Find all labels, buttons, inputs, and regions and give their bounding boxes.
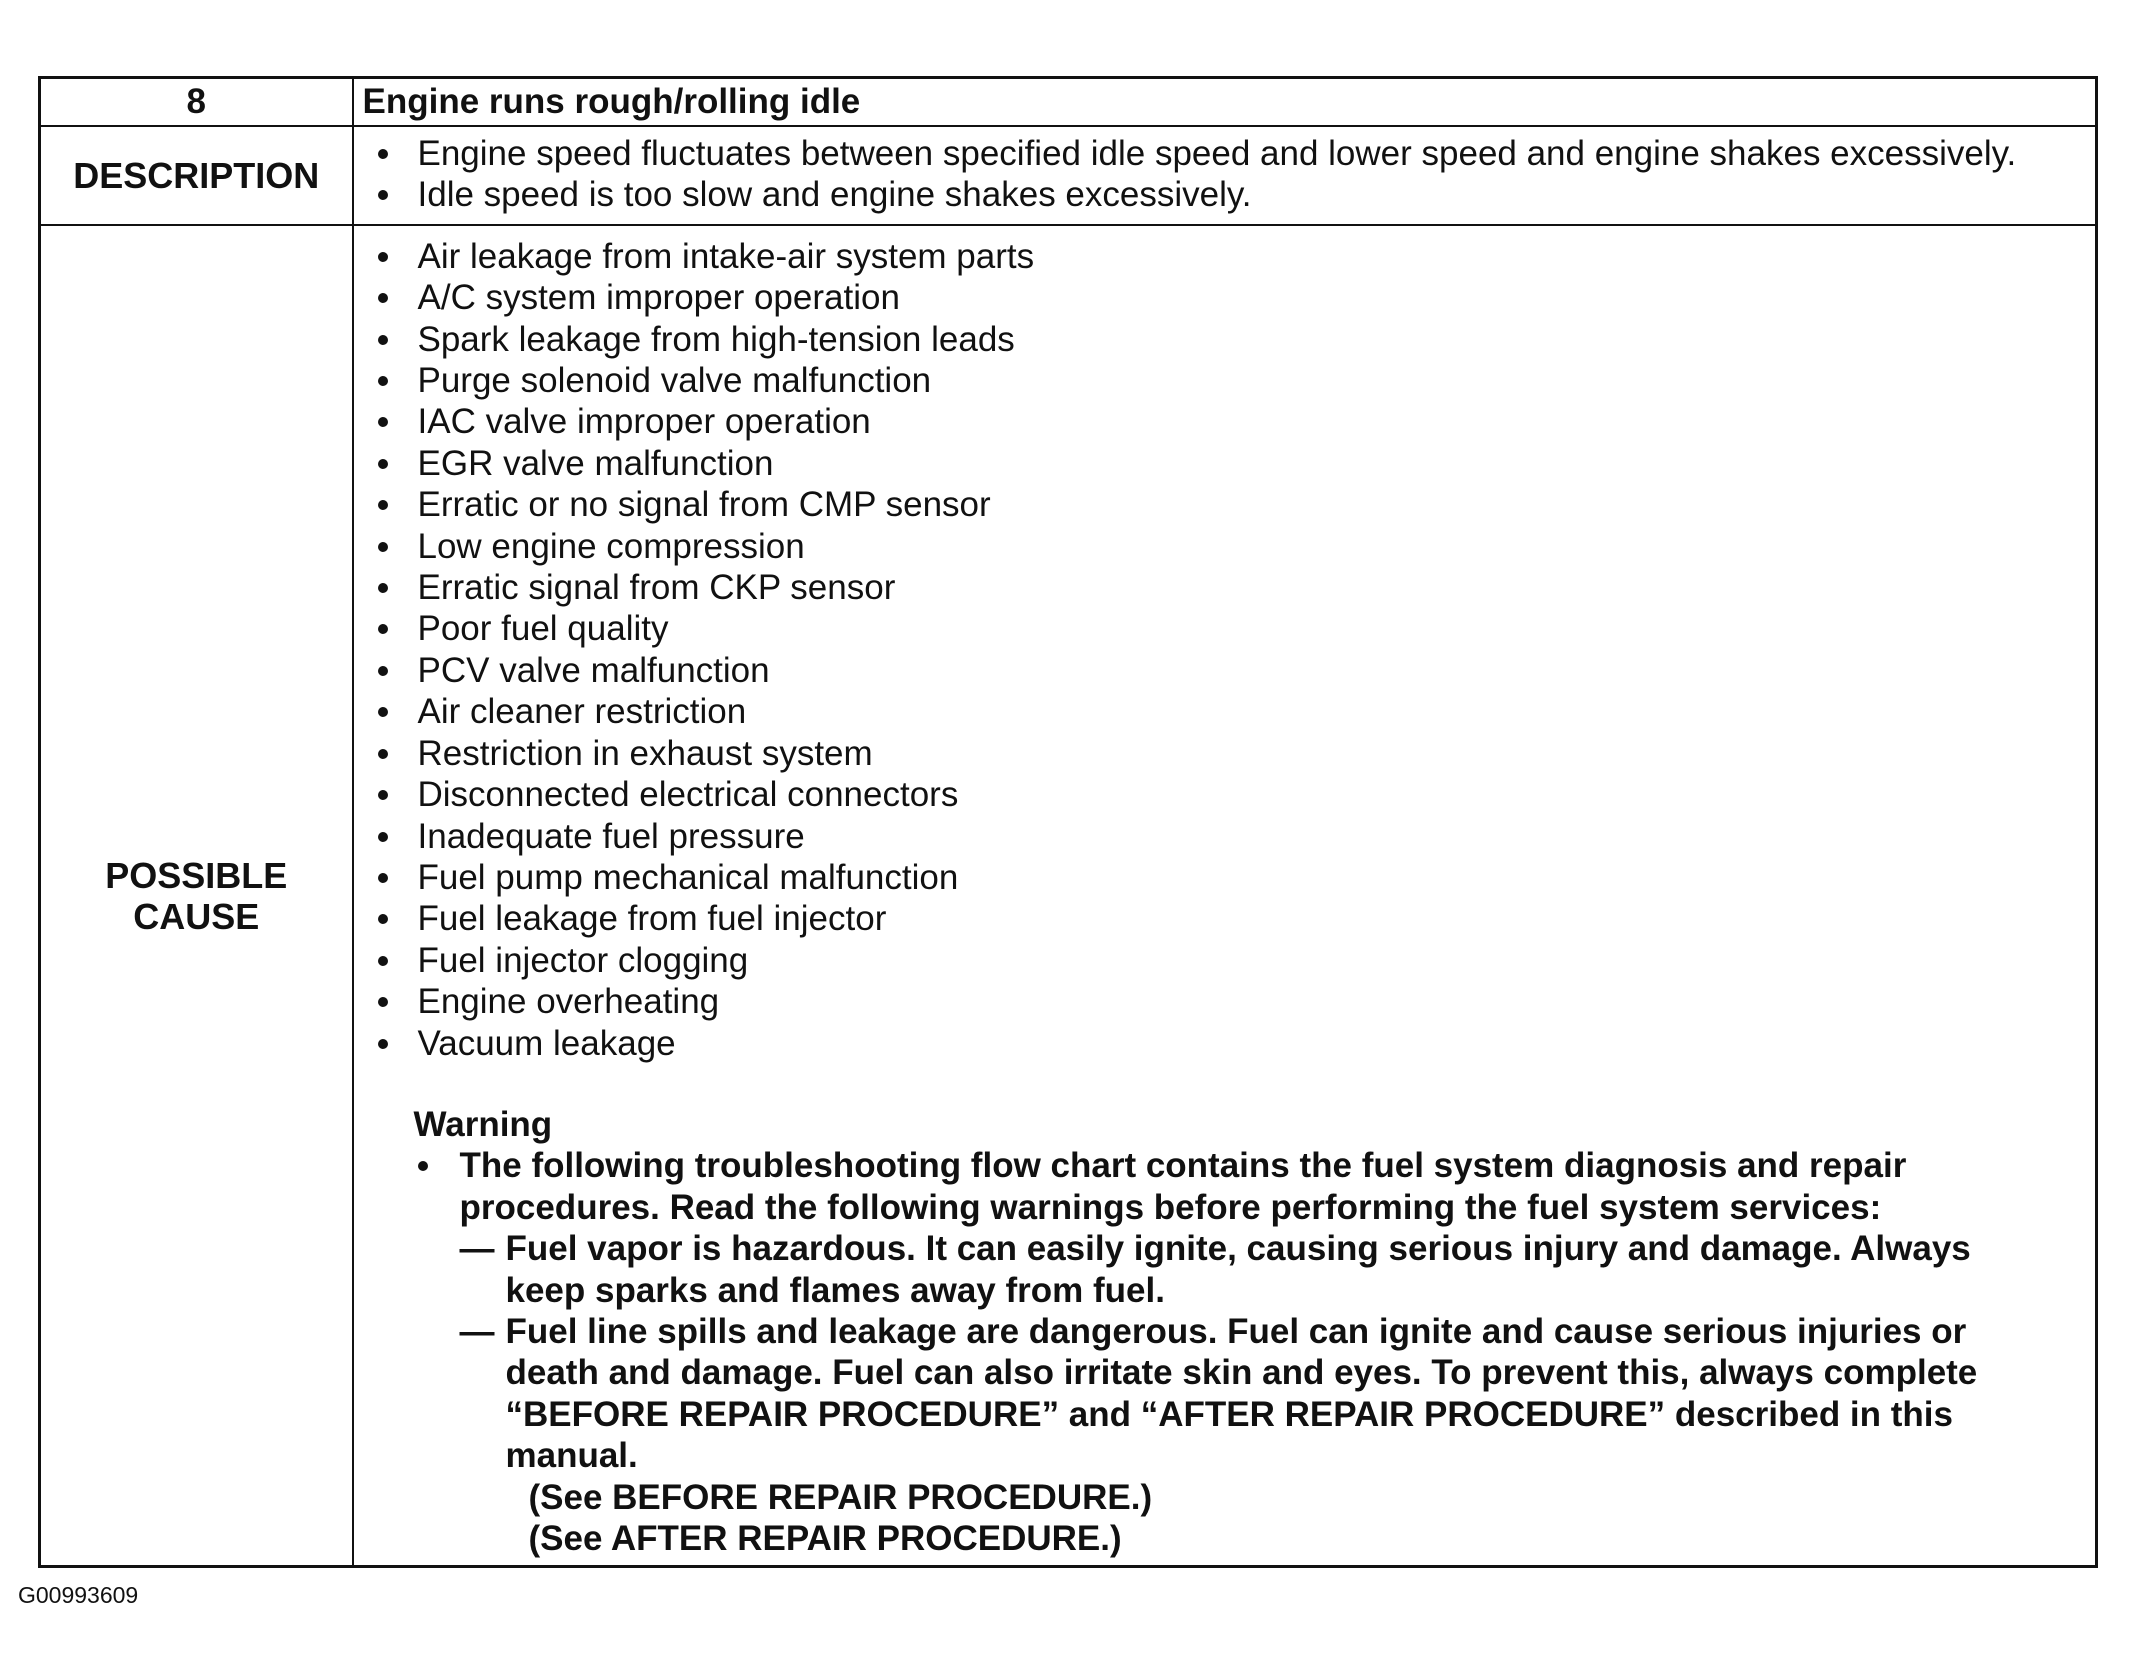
- possible-cause-item-text: PCV valve malfunction: [417, 650, 770, 690]
- warning-intro-line1: The following troubleshooting flow chart contains the fuel system diagnosis and repair: [459, 1146, 1907, 1186]
- possible-cause-item: [372, 774, 2096, 815]
- possible-cause-item-text: Low engine compression: [417, 526, 805, 566]
- possible-cause-label-line1: POSSIBLE: [105, 854, 288, 896]
- possible-cause-item: [372, 360, 2096, 401]
- warning-spills-line4: manual.: [505, 1436, 638, 1476]
- symptom-title: Engine runs rough/rolling idle: [353, 78, 2097, 127]
- possible-cause-item: [372, 319, 2096, 360]
- possible-cause-item-text: Erratic or no signal from CMP sensor: [417, 485, 991, 525]
- warning-item: [414, 1145, 2096, 1228]
- possible-cause-item: [372, 443, 2096, 484]
- description-label: DESCRIPTION: [40, 126, 353, 225]
- possible-cause-item-text: EGR valve malfunction: [417, 443, 774, 483]
- description-item-text: Idle speed is too slow and engine shakes excessively.: [417, 175, 1252, 215]
- possible-cause-item-text: Erratic signal from CKP sensor: [417, 568, 896, 608]
- bullet-icon: [378, 417, 388, 427]
- bullet-icon: [378, 707, 388, 717]
- possible-cause-item-text: Air leakage from intake-air system parts: [417, 236, 1035, 276]
- warning-subitem-vapor: [414, 1228, 2096, 1311]
- bullet-icon: [378, 542, 388, 552]
- possible-cause-item-text: Disconnected electrical connectors: [417, 775, 959, 815]
- possible-cause-item-text: Fuel pump mechanical malfunction: [417, 857, 959, 897]
- bullet-icon: [378, 666, 388, 676]
- description-list: [354, 133, 2096, 216]
- warning-title: Warning: [413, 1104, 553, 1144]
- warning-spills-line2: death and damage. Fuel can also irritate skin and eyes. To prevent this, always complete: [505, 1353, 1978, 1393]
- warning-intro-line2: procedures. Read the following warnings before performing the fuel system services:: [459, 1187, 1882, 1227]
- bullet-icon: [378, 624, 388, 634]
- warning-block: [354, 1104, 2096, 1559]
- possible-cause-item-text: Purge solenoid valve malfunction: [417, 361, 932, 401]
- troubleshooting-table: [38, 76, 2098, 1568]
- description-cell: [353, 126, 2097, 225]
- possible-cause-item: [372, 567, 2096, 608]
- description-item: [372, 174, 2096, 215]
- bullet-icon: [378, 790, 388, 800]
- possible-cause-item: [372, 940, 2096, 981]
- bullet-icon: [378, 335, 388, 345]
- bullet-icon: [378, 459, 388, 469]
- bullet-icon: [378, 149, 388, 159]
- possible-cause-item: [372, 816, 2096, 857]
- possible-cause-item: [372, 526, 2096, 567]
- bullet-icon: [378, 1039, 388, 1049]
- bullet-icon: [378, 583, 388, 593]
- possible-cause-item: [372, 236, 2096, 277]
- possible-cause-item: [372, 277, 2096, 318]
- description-row: [40, 126, 2097, 225]
- description-item: [372, 133, 2096, 174]
- bullet-icon: [418, 1161, 428, 1171]
- possible-cause-item: [372, 484, 2096, 525]
- possible-cause-label: [40, 225, 353, 1567]
- see-before-repair-link[interactable]: (See BEFORE REPAIR PROCEDURE.): [528, 1477, 1153, 1517]
- possible-cause-item: [372, 857, 2096, 898]
- bullet-icon: [378, 914, 388, 924]
- possible-cause-item: [372, 898, 2096, 939]
- possible-cause-list: [354, 236, 2096, 1064]
- possible-cause-item-text: Poor fuel quality: [417, 609, 669, 649]
- possible-cause-item: [372, 1023, 2096, 1064]
- bullet-icon: [378, 376, 388, 386]
- bullet-icon: [378, 873, 388, 883]
- figure-id: G00993609: [18, 1582, 139, 1608]
- possible-cause-item-text: Fuel leakage from fuel injector: [417, 899, 887, 939]
- possible-cause-item-text: Inadequate fuel pressure: [417, 816, 805, 856]
- possible-cause-item: [372, 733, 2096, 774]
- possible-cause-item-text: IAC valve improper operation: [417, 402, 871, 442]
- warning-vapor-line1: Fuel vapor is hazardous. It can easily ignite, causing serious injury and damage. Always: [505, 1229, 1971, 1269]
- bullet-icon: [378, 252, 388, 262]
- warning-spills-line1: Fuel line spills and leakage are dangerous. Fuel can ignite and cause serious injuries or: [505, 1311, 1967, 1351]
- possible-cause-item-text: Engine overheating: [417, 982, 720, 1022]
- possible-cause-label-line2: CAUSE: [133, 895, 260, 937]
- possible-cause-item-text: Restriction in exhaust system: [417, 733, 873, 773]
- possible-cause-item: [372, 401, 2096, 442]
- bullet-icon: [378, 190, 388, 200]
- possible-cause-item: [372, 981, 2096, 1022]
- bullet-icon: [378, 997, 388, 1007]
- see-after-repair-link[interactable]: (See AFTER REPAIR PROCEDURE.): [528, 1519, 1122, 1558]
- possible-cause-item: [372, 608, 2096, 649]
- dash-icon: —: [459, 1229, 495, 1269]
- possible-cause-cell: [353, 225, 2097, 1567]
- possible-cause-item: [372, 691, 2096, 732]
- possible-cause-item-text: Air cleaner restriction: [417, 692, 747, 732]
- possible-cause-item-text: Spark leakage from high-tension leads: [417, 319, 1015, 359]
- bullet-icon: [378, 956, 388, 966]
- bullet-icon: [378, 749, 388, 759]
- possible-cause-row: [40, 225, 2097, 1567]
- warning-subitem-spills: [414, 1311, 2096, 1477]
- possible-cause-item-text: Vacuum leakage: [417, 1023, 676, 1063]
- warning-vapor-line2: keep sparks and flames away from fuel.: [505, 1270, 1165, 1310]
- warning-spills-line3: “BEFORE REPAIR PROCEDURE” and “AFTER REPAIR PROCEDURE” described in this: [505, 1394, 1953, 1434]
- possible-cause-item-text: Fuel injector clogging: [417, 940, 749, 980]
- dash-icon: —: [459, 1311, 495, 1351]
- bullet-icon: [378, 500, 388, 510]
- step-number: 8: [40, 78, 353, 127]
- header-row: [40, 78, 2097, 127]
- description-item-text: Engine speed fluctuates between specified idle speed and lower speed and engine shakes excessively.: [417, 134, 2017, 173]
- bullet-icon: [378, 293, 388, 303]
- bullet-icon: [378, 832, 388, 842]
- possible-cause-item: [372, 650, 2096, 691]
- possible-cause-item-text: A/C system improper operation: [417, 278, 900, 318]
